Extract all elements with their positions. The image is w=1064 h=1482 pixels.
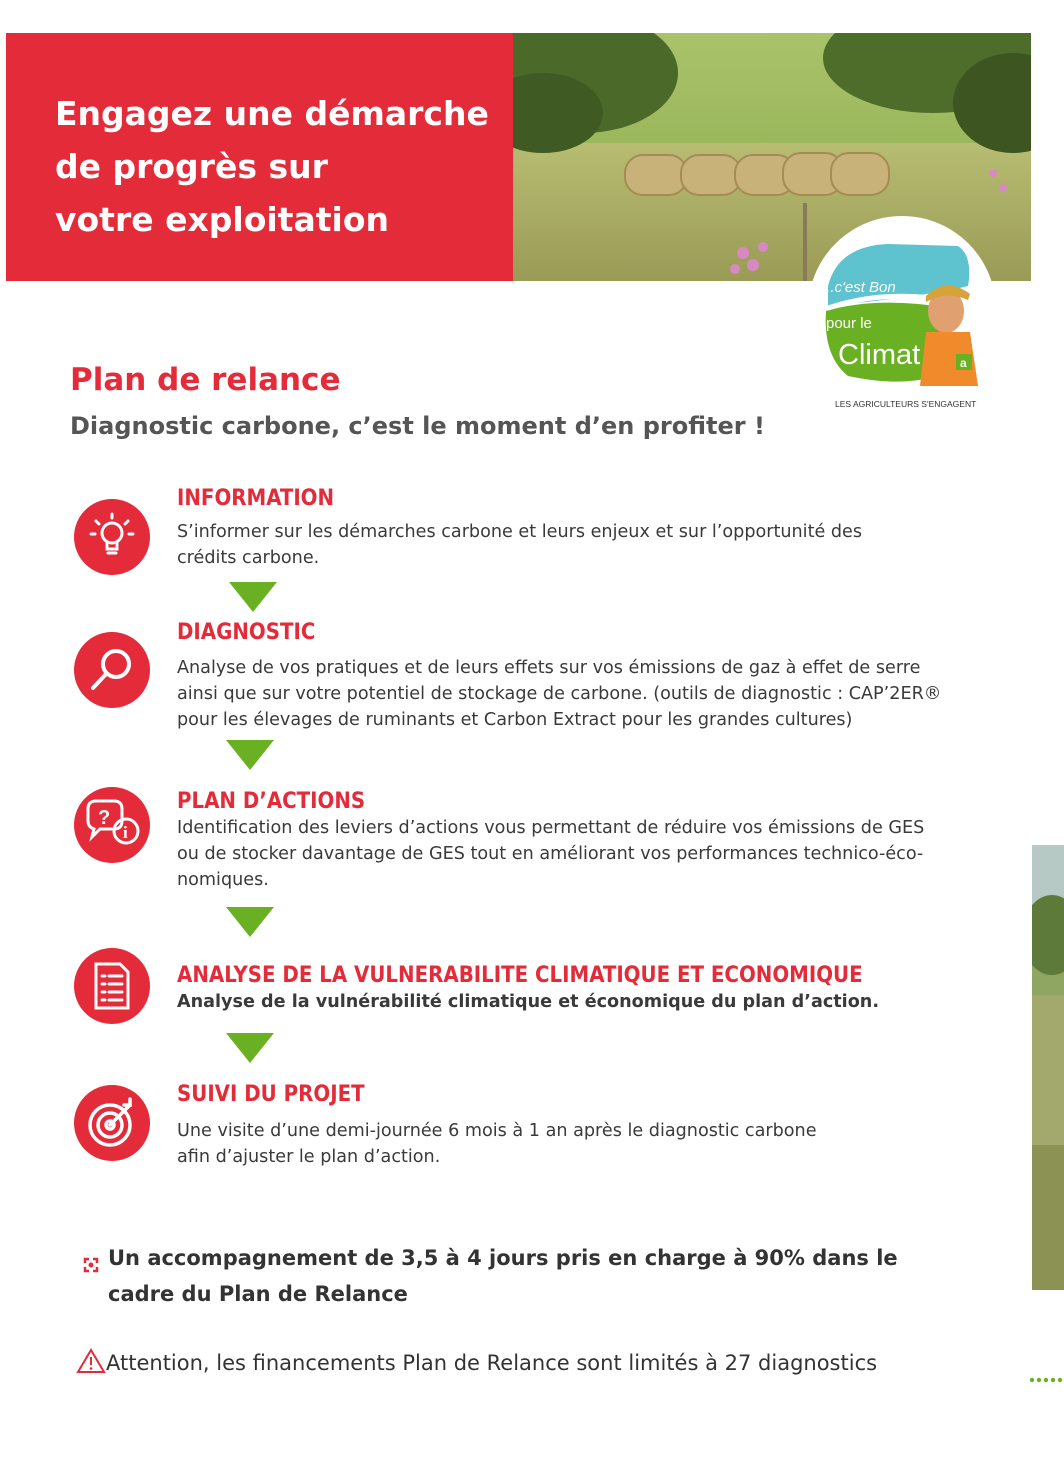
step-text-information [177,519,862,571]
step-text-line: Une visite d’une demi-journée 6 mois à 1 an après le diagnostic carbone [177,1121,817,1141]
step-text-diagnostic [177,655,941,733]
step-title-vulnerabilite: ANALYSE DE LA VULNERABILITE CLIMATIQUE ET ECONOMIQUE [177,963,863,988]
svg-text:?: ? [98,807,111,829]
side-photo-strip [1032,845,1064,1290]
step-text-line: nomiques. [177,870,269,890]
lightbulb-icon [74,499,150,575]
hero-title-line: votre exploitation [55,200,389,239]
logo-line1: ...c'est Bon [822,279,896,296]
warning-icon [76,1348,106,1379]
step-text-line: ou de stocker davantage de GES tout en améliorant vos performances technico-éco- [177,844,924,864]
step-title-plan-actions: PLAN D’ACTIONS [177,789,366,814]
step-text-line: afin d’ajuster le plan d’action. [177,1147,441,1167]
question-info-icon [74,787,150,863]
step-text-suivi [177,1118,817,1170]
bullet-icon [82,1249,100,1285]
hero-title-line: Engagez une démarche [55,94,489,133]
plan-subtitle: Diagnostic carbone, c’est le moment d’en profiter ! [70,412,765,440]
green-dots-decoration [1029,1368,1064,1374]
step-text-plan-actions [177,815,924,893]
arrow-down [226,1033,274,1063]
hero-title-line: de progrès sur [55,147,328,186]
arrow-down [226,740,274,770]
logo-tagline: LES AGRICULTEURS S'ENGAGENT [835,399,977,409]
logo-line2: pour le [826,315,872,332]
step-text-line: Analyse de vos pratiques et de leurs effets sur vos émissions de gaz à effet de serre [177,658,921,678]
climat-logo [808,216,996,416]
hero-title [55,87,489,246]
step-title-suivi: SUIVI DU PROJET [177,1082,365,1107]
step-text-line: Identification des leviers d’actions vous permettant de réduire vos émissions de GES [177,818,925,838]
plan-title: Plan de relance [70,362,341,398]
step-text-line: crédits carbone. [177,548,320,568]
checklist-icon [74,948,150,1024]
magnifier-icon [74,632,150,708]
warning-note-text: Attention, les financements Plan de Relance sont limités à 27 diagnostics [106,1351,878,1375]
target-icon [74,1085,150,1161]
support-note [82,1240,942,1312]
step-text-line: ainsi que sur votre potentiel de stockage de carbone. (outils de diagnostic : CAP’2ER® [177,684,942,704]
step-title-diagnostic: DIAGNOSTIC [177,620,316,645]
step-text-line: S’informer sur les démarches carbone et leurs enjeux et sur l’opportunité des [177,522,863,542]
arrow-down [226,907,274,937]
support-note-text: Un accompagnement de 3,5 à 4 jours pris en charge à 90% dans le cadre du Plan de Relance [108,1246,898,1306]
hero-red-panel [6,33,513,281]
step-text-line: Analyse de la vulnérabilité climatique et économique du plan d’action. [177,992,879,1012]
step-title-information: INFORMATION [177,486,335,511]
svg-text:i: i [123,823,128,842]
logo-badge: a [960,356,967,370]
step-text-line: pour les élevages de ruminants et Carbon Extract pour les grandes cultures) [177,710,853,730]
warning-note [76,1348,1006,1379]
step-text-vulnerabilite [177,989,879,1015]
arrow-down [229,582,277,612]
logo-line3: Climat [838,339,921,371]
